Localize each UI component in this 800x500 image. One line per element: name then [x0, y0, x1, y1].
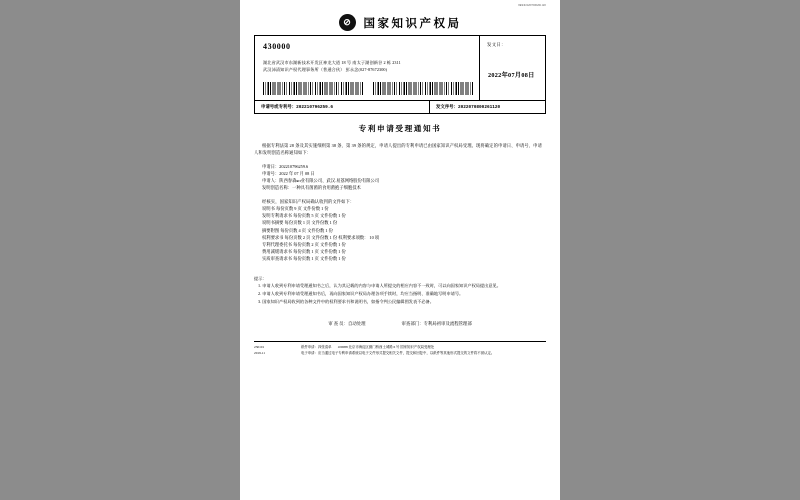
list-item: 说明书 每份页数 9 页 文件份数 1 份	[262, 206, 329, 212]
recipient-address-line-1: 湖北省武汉市东湖新技术开发区神龙大道 18 号 南太子湖创新谷 2 栋 2311	[263, 60, 401, 65]
document-serial-cell	[430, 101, 545, 113]
field-applicant: 申请人：陕西春森яп业有限公司、武汉.易荔网络股份有限公司	[262, 178, 380, 184]
masthead	[254, 14, 546, 31]
document-serial-value: 2022070800261120	[457, 105, 501, 110]
dispatch-date-value: 2022年07月08日	[488, 72, 535, 79]
footer-code-block	[254, 345, 294, 355]
page-title: 专利申请受理通知书	[358, 124, 442, 133]
application-fields	[254, 163, 546, 192]
field-filing-date: 申请日：202210796259.6	[262, 163, 309, 169]
application-number-label: 申请号或专利号：	[261, 104, 297, 109]
list-item: 摘要附图 每份页数 4 页 文件份数 1 份	[262, 227, 333, 233]
dispatch-date-block	[480, 36, 546, 101]
field-invention-title: 发明创造名称：一种具有菌菌的食用菌抱子细胞技术	[262, 185, 361, 191]
footer-electronic-application: 电子申请：应当通过电子专利申请系统以电子文件形式提交相关文件，提交和回复中，以纸件等其他形式提交的文件将不被认定。	[301, 350, 495, 355]
zip-code: 430000	[263, 42, 291, 51]
department-field: 审查部门：专利局初审及流程管理部	[401, 321, 472, 327]
note-item: 2. 申请人收到专利申请受理通知书后，再向国家知识产权局办理各项手续时，均应当指明、准确地写明申请号。	[258, 291, 464, 297]
footer-paper-application: 纸件申请：四张清单	[301, 345, 332, 350]
corner-code: 8R2XJ2207000261120	[518, 4, 546, 7]
list-item: 实质审查请求书 每份页数 1 页 文件份数 1 份	[262, 256, 346, 262]
footer-text-block	[301, 345, 546, 355]
list-item: 发明专利请求书 每份页数 5 页 文件份数 1 份	[262, 213, 346, 219]
patent-acceptance-notice-page	[240, 0, 560, 500]
footer-form-code: 230101	[254, 345, 265, 350]
note-item: 3. 国家知识产权局收到的各种文件中的权利要求书和说明书，如指令判公民编辑图发表不必备。	[258, 299, 434, 305]
footer	[254, 345, 546, 355]
recipient-block	[254, 36, 480, 101]
note-item: 1. 申请人收到专利申请受理通知书之后，认为其记载的内容与申请人所提交的相应内容不一致时，可以向国家知识产权局提出意见。	[258, 282, 501, 288]
barcode-area	[263, 82, 473, 95]
footer-office-address: 100088 北京市海淀区蓟门桥西土城路 6 号 国家知识产权局受理处	[337, 345, 435, 350]
list-item: 专利代理委托书 每份页数 2 页 文件份数 1 份	[262, 242, 346, 248]
dispatch-date-label: 发文日：	[487, 42, 506, 47]
examiner-field: 审 查 员：自动处理	[328, 321, 366, 327]
meta-row	[254, 101, 546, 114]
recipient-address-line-2: 武汉沛清知识产权代理事务所（普通合伙） 彭永念(027-87672300)	[263, 67, 388, 72]
header-block	[254, 36, 546, 101]
list-item: 权利要求书 每份页数 2 页 文件份数 1 份 权利要求项数： 10 项	[262, 234, 380, 240]
national-emblem-icon: ⊘	[339, 14, 356, 31]
received-documents-list	[254, 205, 546, 263]
barcode-icon-secondary	[373, 82, 473, 95]
footer-form-date: 2019.11	[254, 350, 265, 355]
document-serial-label: 发文序号：	[436, 104, 458, 109]
list-item: 费用减缓请求书 每份页数 1 页 文件份数 1 份	[262, 249, 346, 255]
notes-section	[254, 275, 546, 306]
application-number-cell	[255, 101, 430, 113]
documents-intro: 经核实，国家知识产权局确认收到的文件如下：	[262, 198, 355, 204]
intro-paragraph: 根据专利法第 28 条及其实施细则第 38 条、第 39 条的规定，申请人提出的专利申请已由国家知识产权局受理。现将确定的申请日、申请号、申请人和发明创造名称通知如下：	[254, 143, 542, 156]
barcode-icon	[263, 82, 363, 95]
signature-row	[254, 321, 546, 327]
notes-label: 提示：	[254, 275, 267, 281]
list-item: 说明书摘要 每份页数 1 页 文件份数 1 份	[262, 220, 338, 226]
footer-divider	[254, 341, 546, 342]
application-number-value: 202210796259.6	[296, 105, 334, 110]
issuing-authority-title: 国家知识产权局	[363, 17, 462, 30]
field-application-number: 申请号：2022 年 07 月 08 日	[262, 171, 315, 177]
